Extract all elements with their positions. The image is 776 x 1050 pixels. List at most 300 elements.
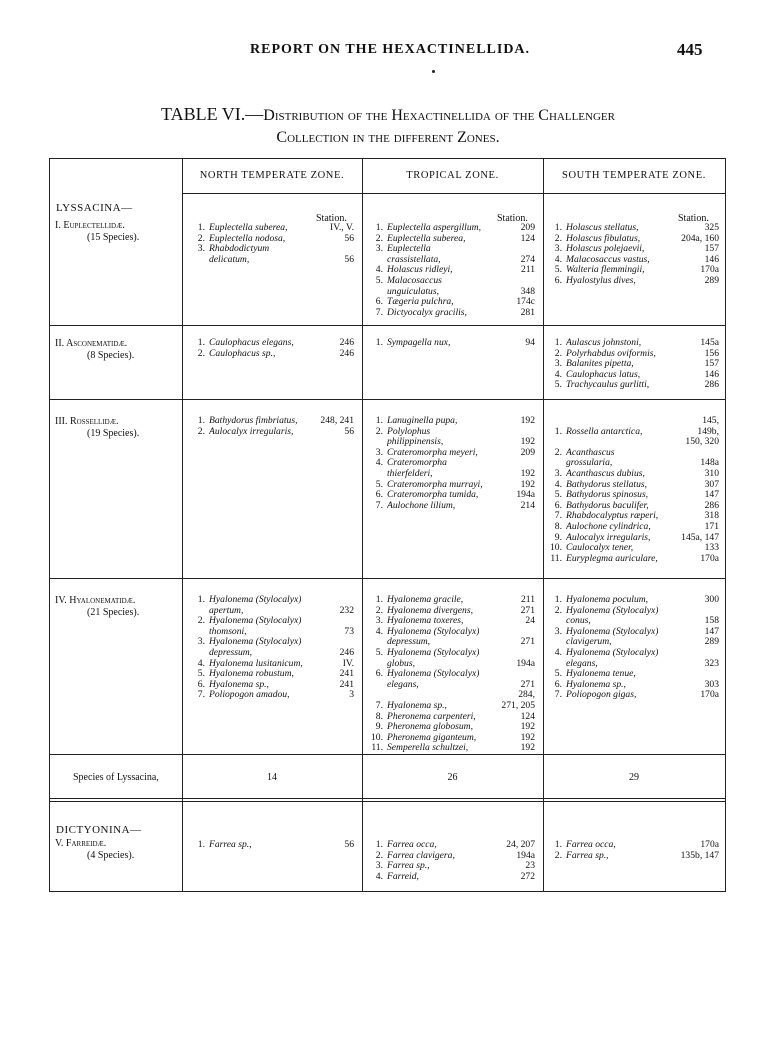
species-row	[549, 265, 719, 276]
station-value: 24	[525, 615, 535, 627]
species-number: 4.	[375, 457, 383, 469]
station-value: 73	[344, 625, 354, 637]
station-value: 56	[344, 253, 354, 265]
species-row	[370, 722, 535, 733]
station-value: 147	[704, 489, 719, 501]
species-name: Bathydorus baculifer,	[566, 500, 649, 511]
running-header: REPORT ON THE HEXACTINELLIDA.	[250, 42, 531, 57]
species-number: 1.	[197, 222, 205, 233]
species-name: Hyalonema gracile,	[387, 595, 464, 605]
species-name: grossularia,	[566, 458, 613, 469]
station-value: 145a, 147	[681, 531, 719, 543]
species-number: 1.	[554, 425, 562, 437]
species-number: 5.	[375, 646, 383, 658]
species-row	[370, 840, 535, 851]
species-cell	[370, 595, 535, 754]
species-cell	[370, 338, 535, 349]
species-name: Hyalonema (Stylocalyx)	[209, 637, 302, 648]
species-number: 1.	[554, 839, 562, 850]
species-row	[370, 297, 535, 308]
species-name: Hyalonema lusitanicum,	[209, 658, 303, 669]
station-value: 24, 207	[506, 839, 535, 850]
station-value: IV., V.	[330, 222, 354, 233]
species-row	[370, 427, 535, 438]
species-number: 1.	[375, 337, 383, 348]
station-value: 150, 320	[685, 436, 719, 448]
species-number	[549, 416, 562, 427]
species-number: 7.	[375, 306, 383, 318]
station-value: 94	[525, 337, 535, 348]
species-number: 2.	[554, 232, 562, 244]
station-value: 281	[520, 306, 535, 318]
species-name: Rhabdodictyum	[209, 244, 270, 255]
species-row	[192, 648, 354, 659]
species-row	[549, 554, 719, 565]
species-row	[549, 490, 719, 501]
family-name: IV. Hyalonematidæ.	[55, 595, 136, 606]
station-value: 248, 241	[320, 415, 354, 426]
station-value: 149b,	[697, 425, 719, 437]
species-name: Aulochone lilium,	[387, 500, 456, 511]
species-name: Euplectella nodosa,	[209, 233, 286, 244]
species-row	[192, 427, 354, 438]
family-label	[49, 220, 182, 244]
species-row	[370, 627, 535, 638]
station-value: 194a	[516, 657, 535, 669]
species-name: Holascus ridleyi,	[387, 265, 453, 276]
species-row	[370, 255, 535, 266]
species-name: Hyalostylus dives,	[566, 275, 636, 286]
station-value: 194a	[516, 489, 535, 501]
species-number: 4.	[554, 253, 562, 265]
species-name: Farreid,	[387, 871, 419, 882]
species-number: 2.	[554, 849, 562, 861]
table-title-prefix: TABLE VI.—	[161, 104, 264, 124]
species-row	[549, 637, 719, 648]
species-row	[370, 265, 535, 276]
species-name: unguiculatus,	[387, 286, 439, 297]
species-number: 6.	[375, 489, 383, 501]
species-name: Hyalonema toxeres,	[387, 616, 464, 627]
species-number: 11.	[550, 552, 562, 564]
table-title-line1: Distribution of the Hexactinellida of the Challenger	[263, 107, 615, 124]
species-row	[370, 223, 535, 234]
station-value: 192	[520, 742, 535, 754]
species-number: 6.	[375, 668, 383, 680]
station-value: 192	[520, 436, 535, 448]
species-number: 4.	[375, 625, 383, 637]
station-value: 300	[704, 594, 719, 605]
species-name: Acanthascus	[566, 447, 615, 458]
header-rule	[182, 193, 726, 194]
family-count: (15 Species).	[87, 232, 140, 243]
species-name: Hyalonema tenue,	[566, 669, 636, 680]
species-row	[549, 448, 719, 459]
species-number: 2.	[197, 232, 205, 244]
species-number: 9.	[375, 721, 383, 733]
species-name: Rhabdocalyptus ræperi,	[566, 511, 659, 522]
species-number: 2.	[375, 232, 383, 244]
species-row	[549, 606, 719, 617]
species-cell	[549, 338, 719, 391]
totals-label: Species of Lyssacina,	[73, 772, 159, 783]
species-name: Euplectella suberea,	[209, 223, 288, 233]
species-row	[549, 533, 719, 544]
species-name: Poliopogon amadou,	[209, 690, 290, 701]
species-number: 1.	[197, 415, 205, 426]
species-row	[549, 511, 719, 522]
species-row	[549, 437, 719, 448]
species-number	[192, 255, 205, 266]
station-value: 318	[704, 510, 719, 522]
species-cell	[549, 223, 719, 287]
species-row	[192, 659, 354, 670]
species-cell	[370, 416, 535, 511]
species-number: 5.	[375, 478, 383, 490]
species-row	[370, 287, 535, 298]
species-name: Polyrhabdus oviformis,	[566, 348, 656, 359]
species-row	[549, 616, 719, 627]
species-name: Hyalonema sp.,	[209, 679, 269, 690]
species-name: Tægeria pulchra,	[387, 297, 454, 308]
species-name: Holascus stellatus,	[566, 223, 639, 233]
species-name: Pheronema giganteum,	[387, 732, 477, 743]
species-name: Holascus fibulatus,	[566, 233, 641, 244]
station-value: 289	[704, 636, 719, 648]
species-number: 4.	[554, 646, 562, 658]
species-row	[370, 701, 535, 712]
table-border-bottom	[49, 891, 726, 892]
species-row	[370, 490, 535, 501]
station-value: 145,	[702, 415, 719, 426]
species-row	[192, 234, 354, 245]
species-number: 1.	[375, 222, 383, 233]
species-name: Hyalonema robustum,	[209, 669, 294, 680]
species-row	[549, 501, 719, 512]
species-row	[370, 416, 535, 427]
species-row	[370, 733, 535, 744]
station-value: 271	[520, 678, 535, 690]
species-number: 10.	[371, 731, 383, 743]
station-value: 274	[520, 253, 535, 265]
species-number: 5.	[554, 489, 562, 501]
station-value: 147	[704, 625, 719, 637]
species-row	[549, 851, 719, 862]
species-name: Aulochone cylindrica,	[566, 521, 651, 532]
species-number: 2.	[197, 615, 205, 627]
species-number: 1.	[197, 337, 205, 348]
species-row	[192, 690, 354, 701]
family-count: (21 Species).	[87, 607, 140, 618]
species-name: Crateromorpha murrayi,	[387, 479, 483, 490]
species-name: Hyalonema (Stylocalyx)	[566, 605, 659, 616]
station-value: 23	[525, 860, 535, 872]
species-name: elegans,	[566, 658, 598, 669]
species-cell	[192, 595, 354, 701]
species-row	[370, 659, 535, 670]
species-row	[370, 338, 535, 349]
species-row	[370, 872, 535, 883]
family-count: (4 Species).	[87, 850, 135, 861]
species-name: Caulophacus latus,	[566, 369, 641, 380]
station-value: 170a	[700, 839, 719, 850]
species-name: philippinensis,	[387, 437, 444, 448]
family-name: III. Rossellidæ.	[55, 416, 119, 427]
species-row	[370, 501, 535, 512]
zone-header-north: NORTH TEMPERATE ZONE.	[199, 170, 345, 181]
species-row	[192, 606, 354, 617]
station-value: 323	[704, 657, 719, 669]
station-value: 272	[520, 870, 535, 882]
species-name: Holascus polejaevii,	[566, 244, 645, 255]
species-name: Rossella antarctica,	[566, 426, 643, 437]
station-value: IV.	[342, 657, 354, 669]
station-value: 124	[520, 710, 535, 722]
species-row	[370, 851, 535, 862]
species-name: Crateromorpha	[387, 458, 447, 469]
species-number: 3.	[554, 625, 562, 637]
species-number	[370, 680, 383, 691]
species-number: 2.	[197, 425, 205, 437]
station-value: 192	[520, 721, 535, 733]
total-south: 29	[629, 772, 639, 783]
species-row	[192, 840, 354, 851]
species-number: 2.	[554, 604, 562, 616]
station-value: 214	[520, 499, 535, 511]
species-number: 4.	[375, 264, 383, 276]
species-number	[192, 648, 205, 659]
distribution-table	[49, 158, 726, 892]
species-row	[370, 606, 535, 617]
species-row	[370, 308, 535, 319]
station-value: 158	[704, 615, 719, 627]
species-name: Euplectella suberea,	[387, 233, 466, 244]
species-row	[549, 627, 719, 638]
species-row	[549, 380, 719, 391]
station-header-south: Station.	[678, 213, 709, 224]
station-value: 146	[704, 253, 719, 265]
species-row	[192, 616, 354, 627]
species-number: 3.	[375, 243, 383, 255]
species-row	[370, 616, 535, 627]
species-row	[370, 458, 535, 469]
station-value: 232	[339, 604, 354, 616]
station-value: 56	[344, 232, 354, 244]
species-name: Aulocalyx irregularis,	[566, 532, 651, 543]
species-number: 1.	[375, 594, 383, 605]
species-row	[549, 276, 719, 287]
species-number: 5.	[554, 379, 562, 391]
species-row	[549, 480, 719, 491]
table-title	[0, 103, 776, 149]
species-cell	[192, 338, 354, 359]
species-name: Aulocalyx irregularis,	[209, 426, 294, 437]
species-name: Bathydorus stellatus,	[566, 479, 648, 490]
station-value: 170a	[700, 264, 719, 276]
group-title-dictyonina: DICTYONINA—	[56, 824, 142, 836]
total-tropical: 26	[447, 772, 458, 783]
species-row	[549, 680, 719, 691]
species-row	[549, 458, 719, 469]
species-number: 1.	[554, 594, 562, 605]
species-row	[192, 255, 354, 266]
species-name: Pheronema carpenteri,	[387, 711, 476, 722]
species-name: Hyalonema (Stylocalyx)	[209, 616, 302, 627]
species-name: Caulocalyx tener,	[566, 543, 634, 554]
station-value: 194a	[516, 849, 535, 861]
species-row	[549, 690, 719, 701]
species-name: depressum,	[387, 637, 431, 648]
station-value: 146	[704, 368, 719, 380]
species-row	[370, 861, 535, 872]
species-number: 10.	[550, 542, 562, 554]
species-name: Walteria flemmingii,	[566, 265, 645, 276]
species-name: Bathydorus fimbriatus,	[209, 416, 298, 426]
species-number: 2.	[375, 425, 383, 437]
species-number: 3.	[197, 636, 205, 648]
species-name: Hyalonema (Stylocalyx)	[566, 647, 659, 658]
station-value: 56	[344, 425, 354, 437]
species-number: 2.	[554, 347, 562, 359]
species-row	[549, 416, 719, 427]
species-name: Caulophacus elegans,	[209, 338, 294, 348]
station-value: 348	[520, 285, 535, 297]
species-name: Caulophacus sp.,	[209, 348, 276, 359]
species-cell	[370, 223, 535, 318]
species-name: globus,	[387, 658, 415, 669]
species-name: Farrea occa,	[387, 840, 437, 850]
species-number: 1.	[375, 839, 383, 850]
station-value: 192	[520, 478, 535, 490]
species-number: 5.	[197, 668, 205, 680]
family-label	[49, 416, 182, 440]
species-number: 3.	[554, 467, 562, 479]
species-name: conus,	[566, 616, 591, 627]
species-name: Euplectella aspergillum,	[387, 223, 481, 233]
species-name: Poliopogon gigas,	[566, 690, 637, 701]
family-count: (8 Species).	[87, 350, 135, 361]
station-value: 124	[520, 232, 535, 244]
species-name: Trachycaulus gurlitti,	[566, 380, 650, 391]
family-label	[49, 838, 182, 862]
station-value: 271	[520, 604, 535, 616]
species-row	[192, 627, 354, 638]
species-number: 3.	[375, 860, 383, 872]
species-row	[370, 680, 535, 691]
species-name: Farrea occa,	[566, 840, 616, 850]
species-row	[549, 840, 719, 851]
species-number: 1.	[554, 337, 562, 348]
station-value: 133	[704, 542, 719, 554]
species-number: 4.	[554, 478, 562, 490]
species-row	[370, 480, 535, 491]
species-row	[370, 595, 535, 606]
species-row	[192, 349, 354, 360]
station-value: 246	[339, 337, 354, 348]
species-name: Crateromorpha tumida,	[387, 490, 479, 501]
station-value: 271, 205	[501, 699, 535, 711]
species-name: apertum,	[209, 605, 244, 616]
station-value: 307	[704, 478, 719, 490]
species-row	[549, 370, 719, 381]
species-cell	[192, 840, 354, 851]
species-number: 6.	[375, 296, 383, 308]
species-name: Bathydorus spinosus,	[566, 490, 649, 501]
species-row	[549, 244, 719, 255]
species-number: 4.	[554, 368, 562, 380]
station-value: 303	[704, 678, 719, 690]
station-value: 170a	[700, 689, 719, 701]
species-name: Semperella schultzei,	[387, 743, 469, 754]
species-number: 7.	[197, 689, 205, 701]
species-row	[192, 416, 354, 427]
station-value: 209	[520, 222, 535, 233]
station-value: 157	[704, 358, 719, 370]
station-value: 174c	[516, 296, 535, 308]
species-number: 4.	[197, 657, 205, 669]
total-north: 14	[267, 772, 277, 783]
species-name: Hyalonema (Stylocalyx)	[387, 626, 480, 637]
zone-header-tropical: TROPICAL ZONE.	[406, 170, 499, 181]
species-row	[549, 469, 719, 480]
species-number: 8.	[554, 520, 562, 532]
species-row	[549, 234, 719, 245]
station-value: 271	[520, 636, 535, 648]
species-name: clavigerum,	[566, 637, 612, 648]
row-rule	[49, 325, 726, 326]
species-row	[192, 244, 354, 255]
station-value: 171	[704, 520, 719, 532]
table-border-left	[49, 158, 50, 892]
species-name: Euryplegma auriculare,	[566, 553, 658, 564]
species-number: 7.	[554, 510, 562, 522]
family-count: (19 Species).	[87, 428, 140, 439]
species-number: 6.	[554, 678, 562, 690]
species-row	[370, 244, 535, 255]
station-value: 145a	[700, 337, 719, 348]
species-name: Crateromorpha meyeri,	[387, 447, 478, 458]
page-number: 445	[677, 40, 703, 59]
species-name: Hyalonema poculum,	[566, 595, 649, 605]
station-value: 170a	[700, 552, 719, 564]
species-number: 1.	[197, 594, 205, 605]
row-rule	[49, 578, 726, 579]
species-row	[192, 595, 354, 606]
species-row	[370, 276, 535, 287]
species-row	[549, 255, 719, 266]
station-value: 286	[704, 379, 719, 391]
species-row	[370, 637, 535, 648]
species-name: Hyalonema sp.,	[387, 700, 447, 711]
station-value: 157	[704, 243, 719, 255]
double-rule	[49, 798, 726, 802]
species-name: Dictyocalyx gracilis,	[387, 307, 467, 318]
species-number: 1.	[375, 415, 383, 426]
species-row	[549, 648, 719, 659]
species-name: Hyalonema divergens,	[387, 605, 473, 616]
species-cell	[549, 595, 719, 701]
species-number: 3.	[375, 615, 383, 627]
species-number: 6.	[197, 678, 205, 690]
species-name: thomsoni,	[209, 626, 247, 637]
species-row	[549, 338, 719, 349]
species-name: Hyalonema (Stylocalyx)	[387, 647, 480, 658]
species-name: Farrea sp.,	[387, 861, 430, 872]
species-number: 2.	[554, 446, 562, 458]
station-header-tropical: Station.	[497, 213, 528, 224]
station-value: 192	[520, 415, 535, 426]
species-number: 3.	[375, 446, 383, 458]
